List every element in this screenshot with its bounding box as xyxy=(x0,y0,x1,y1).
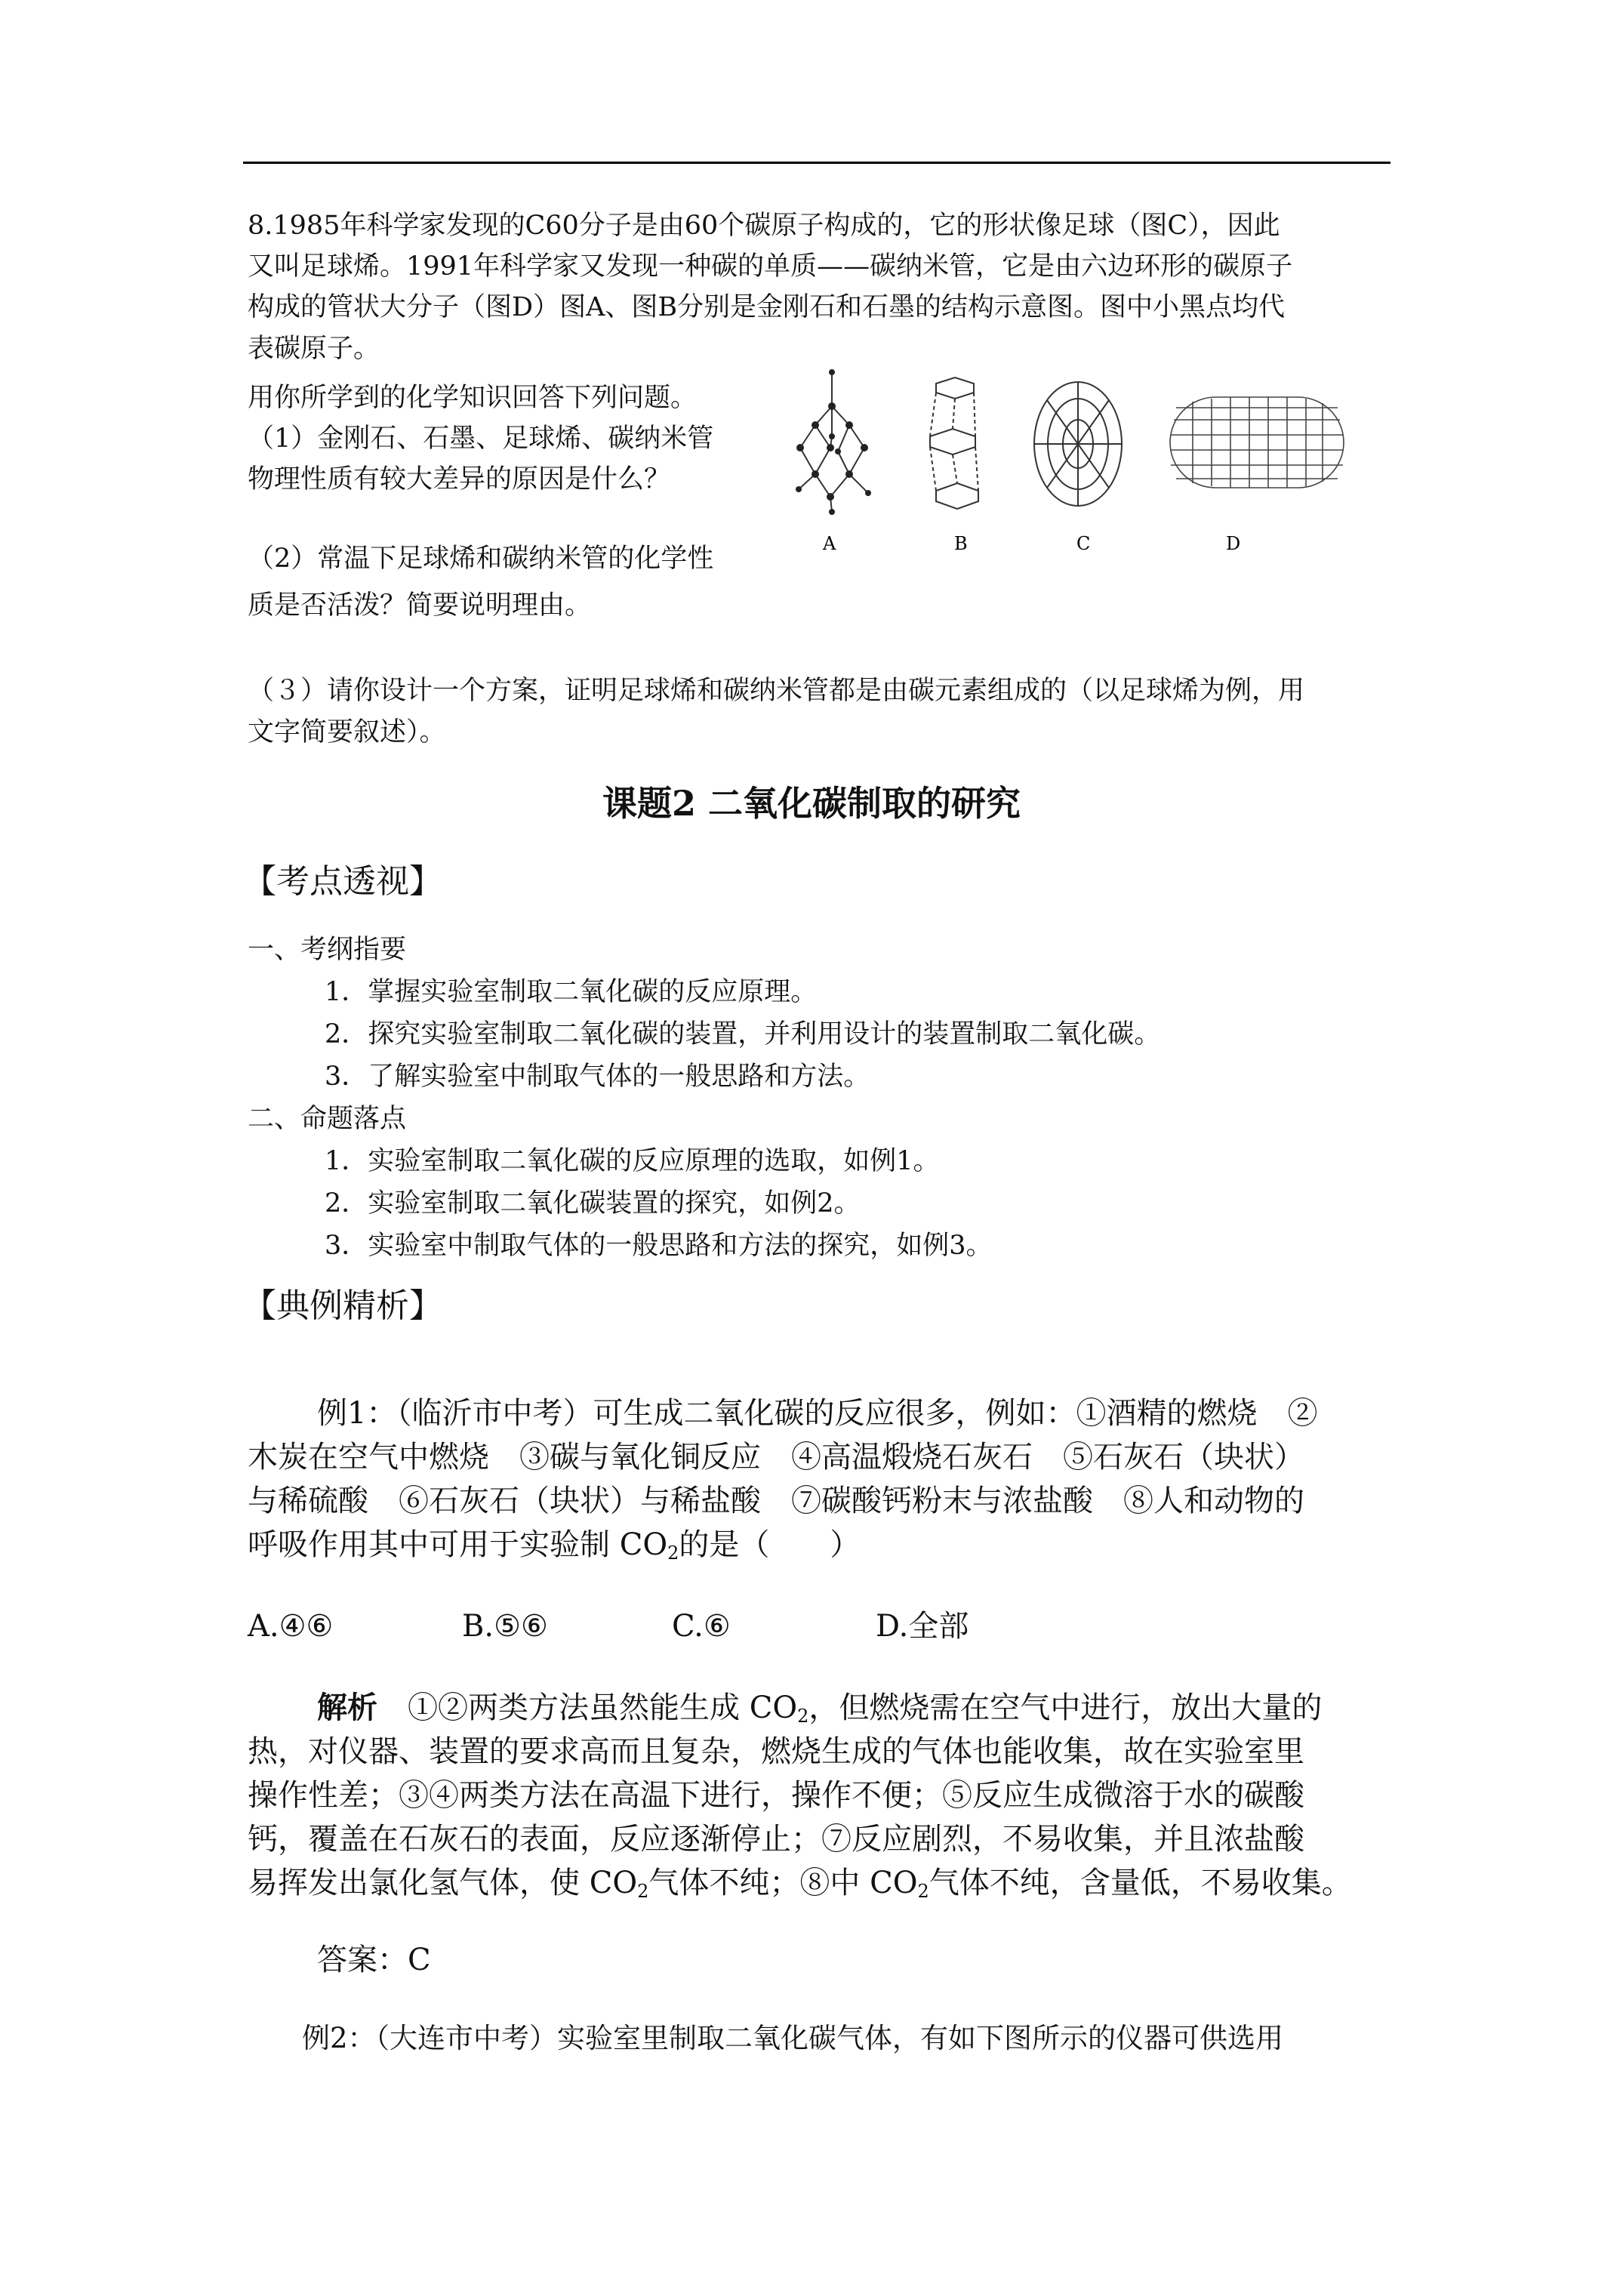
figure-label-c: C xyxy=(1076,533,1091,554)
analysis-line-3: 操作性差；③④两类方法在高温下进行，操作不便；⑤反应生成微溶于水的碳酸 xyxy=(248,1778,1304,1813)
example1-line-1: 例1：（临沂市中考）可生成二氧化碳的反应很多，例如：①酒精的燃烧 ② xyxy=(317,1396,1318,1431)
figure-label-b: B xyxy=(954,533,968,554)
q8-sub1-line-1: （1）金刚石、石墨、足球烯、碳纳米管 xyxy=(248,424,714,454)
analysis-label: 解析 xyxy=(317,1690,377,1725)
example1-line-4-post: 的是（ ） xyxy=(679,1527,861,1562)
points-item-2: 2．实验室制取二氧化碳装置的探究，如例2。 xyxy=(325,1188,861,1219)
subscript-2: 2 xyxy=(797,1706,809,1727)
points-item-3: 3．实验室中制取气体的一般思路和方法的探究，如例3。 xyxy=(325,1231,993,1261)
outline-item-3: 3．了解实验室中制取气体的一般思路和方法。 xyxy=(325,1062,870,1092)
q8-sub3-line-1: （３）请你设计一个方案，证明足球烯和碳纳米管都是由碳元素组成的（以足球烯为例，用 xyxy=(248,676,1305,706)
graphite-structure-figure xyxy=(930,378,978,509)
lesson-title: 课题2 二氧化碳制取的研究 xyxy=(602,783,1021,824)
carbon-structures-figure xyxy=(785,361,1359,565)
option-a: A.④⑥ xyxy=(248,1609,334,1644)
analysis-line-5 xyxy=(248,1862,1352,1912)
example2-line-1: 例2：（大连市中考）实验室里制取二氧化碳气体，有如下图所示的仪器可供选用 xyxy=(302,2022,1284,2054)
subscript-2: 2 xyxy=(917,1881,929,1902)
example1-line-4-pre: 呼吸作用其中可用于实验制 CO xyxy=(248,1527,668,1562)
q8-sub3-line-2: 文字简要叙述）。 xyxy=(248,717,446,747)
section-heading-key-points: 【考点透视】 xyxy=(243,862,442,901)
option-b: B.⑤⑥ xyxy=(462,1609,548,1644)
q8-sub2-line-2: 质是否活泼？简要说明理由。 xyxy=(248,590,592,621)
q8-line-4: 表碳原子。 xyxy=(248,334,380,364)
q8-sub1-line-2: 物理性质有较大差异的原因是什么？ xyxy=(248,464,671,495)
nanotube-structure-figure xyxy=(1170,397,1344,488)
example1-line-2: 木炭在空气中燃烧 ③碳与氧化铜反应 ④高温煅烧石灰石 ⑤石灰石（块状） xyxy=(248,1440,1304,1475)
points-heading: 二、命题落点 xyxy=(248,1104,407,1134)
analysis-line-5-c: 气体不纯，含量低，不易收集。 xyxy=(929,1866,1352,1900)
analysis-line-5-a: 易挥发出氯化氢气体，使 CO xyxy=(248,1866,638,1900)
q8-line-1: 8.1985年科学家发现的C60分子是由60个碳原子构成的，它的形状像足球（图C），因此 xyxy=(248,211,1280,241)
subscript-2: 2 xyxy=(667,1542,679,1564)
analysis-line-1-a: ①②两类方法虽然能生成 CO xyxy=(377,1690,798,1725)
subscript-2: 2 xyxy=(637,1881,649,1902)
header-rule xyxy=(243,162,1390,164)
answer: 答案：C xyxy=(317,1943,431,1977)
option-c: C.⑥ xyxy=(672,1609,731,1644)
q8-line-5: 用你所学到的化学知识回答下列问题。 xyxy=(248,383,698,413)
analysis-line-2: 热，对仪器、装置的要求高而且复杂，燃烧生成的气体也能收集，故在实验室里 xyxy=(248,1734,1304,1769)
q8-sub2-line-1: （2）常温下足球烯和碳纳米管的化学性 xyxy=(248,544,714,574)
outline-item-1: 1．掌握实验室制取二氧化碳的反应原理。 xyxy=(325,977,818,1007)
example1-line-4 xyxy=(248,1524,860,1574)
section-heading-examples: 【典例精析】 xyxy=(243,1287,442,1325)
fullerene-structure-figure xyxy=(1034,382,1122,506)
example1-line-3: 与稀硫酸 ⑥石灰石（块状）与稀盐酸 ⑦碳酸钙粉末与浓盐酸 ⑧人和动物的 xyxy=(248,1484,1304,1518)
points-item-1: 1．实验室制取二氧化碳的反应原理的选取，如例1。 xyxy=(325,1146,940,1176)
q8-line-3: 构成的管状大分子（图D）图A、图B分别是金刚石和石墨的结构示意图。图中小黑点均代 xyxy=(248,292,1286,322)
figure-label-d: D xyxy=(1226,533,1241,554)
analysis-line-5-b: 气体不纯；⑧中 CO xyxy=(648,1866,918,1900)
q8-line-2: 又叫足球烯。1991年科学家又发现一种碳的单质——碳纳米管，它是由六边环形的碳原子 xyxy=(248,251,1293,282)
figure-label-a: A xyxy=(823,533,836,554)
analysis-line-1 xyxy=(317,1687,1322,1737)
option-d: D.全部 xyxy=(876,1609,969,1644)
outline-heading: 一、考纲指要 xyxy=(248,935,407,965)
analysis-line-1-b: ，但燃烧需在空气中进行，放出大量的 xyxy=(808,1690,1323,1725)
diamond-structure-figure xyxy=(799,372,868,512)
outline-item-2: 2．探究实验室制取二氧化碳的装置，并利用设计的装置制取二氧化碳。 xyxy=(325,1019,1161,1049)
analysis-line-4: 钙，覆盖在石灰石的表面，反应逐渐停止；⑦反应剧烈，不易收集，并且浓盐酸 xyxy=(248,1822,1304,1857)
